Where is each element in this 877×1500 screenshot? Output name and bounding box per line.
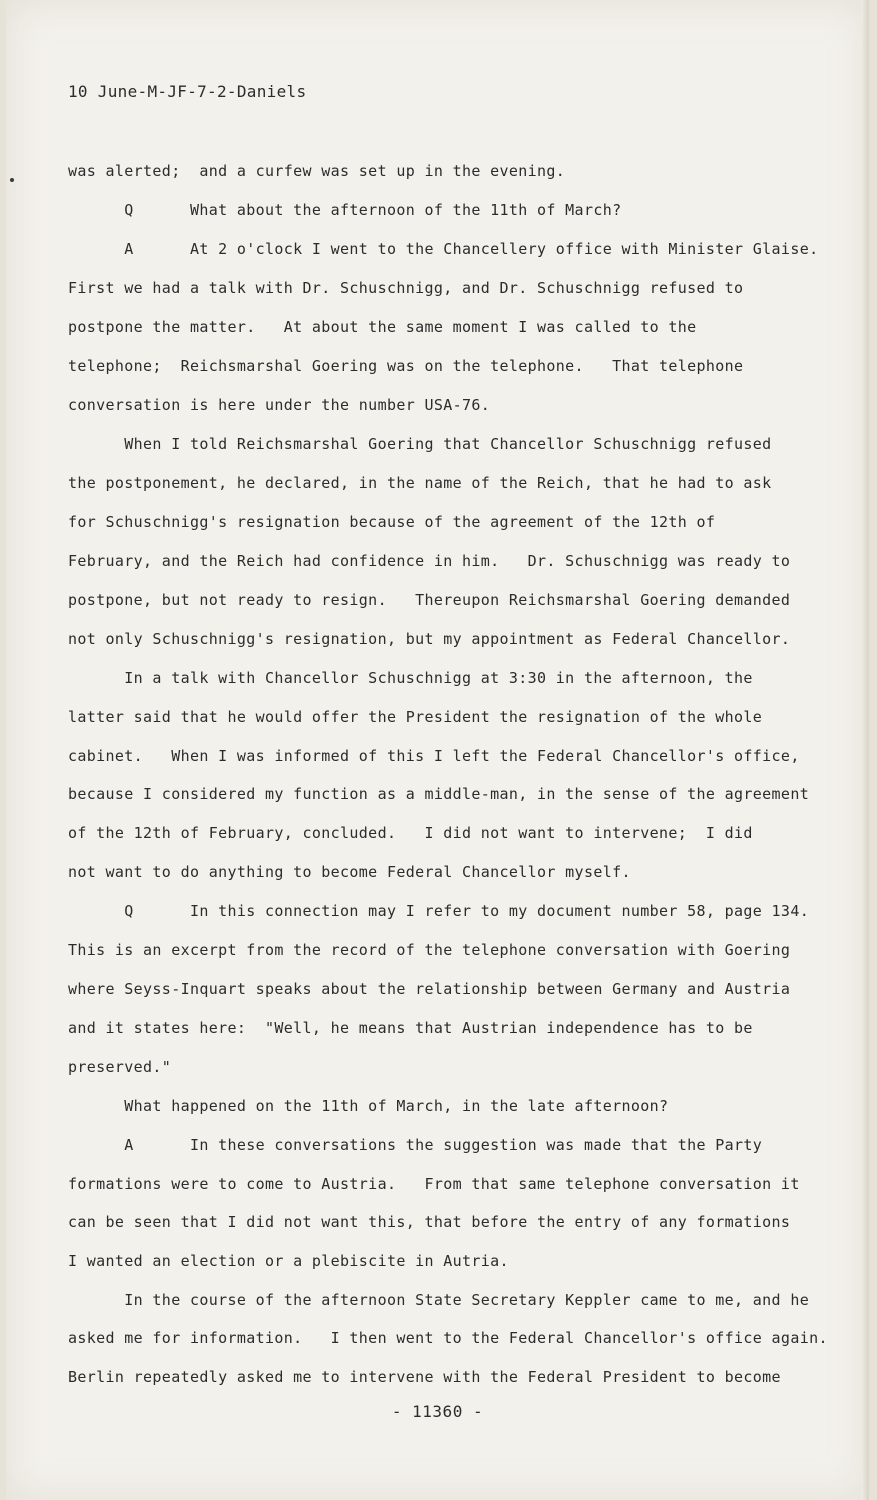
text-line: telephone; Reichsmarshal Goering was on the telephone. That telephone	[68, 357, 744, 375]
text-line: Q What about the afternoon of the 11th of March?	[68, 201, 622, 219]
text-line: In a talk with Chancellor Schuschnigg at 3:30 in the afternoon, the	[68, 669, 753, 687]
text-line: where Seyss-Inquart speaks about the relationship between Germany and Austria	[68, 980, 791, 998]
text-line: asked me for information. I then went to the Federal Chancellor's office again.	[68, 1329, 828, 1347]
page-header: 10 June-M-JF-7-2-Daniels	[68, 82, 307, 101]
text-line: What happened on the 11th of March, in the late afternoon?	[68, 1097, 669, 1115]
text-line: When I told Reichsmarshal Goering that Chancellor Schuschnigg refused	[68, 435, 772, 453]
page-edge	[861, 0, 869, 1500]
text-line: postpone, but not ready to resign. Thereupon Reichsmarshal Goering demanded	[68, 591, 791, 609]
page-number: - 11360 -	[391, 1402, 484, 1421]
text-line: conversation is here under the number USA-76.	[68, 396, 491, 414]
text-line: can be seen that I did not want this, that before the entry of any formations	[68, 1213, 791, 1231]
text-line: preserved."	[68, 1058, 172, 1076]
text-line: cabinet. When I was informed of this I left the Federal Chancellor's office,	[68, 747, 800, 765]
text-line: and it states here: "Well, he means that Austrian independence has to be	[68, 1019, 753, 1037]
document-page	[6, 0, 869, 1500]
text-line: First we had a talk with Dr. Schuschnigg, and Dr. Schuschnigg refused to	[68, 279, 744, 297]
text-line: Q In this connection may I refer to my document number 58, page 134.	[68, 902, 810, 920]
text-line: Berlin repeatedly asked me to intervene with the Federal President to become	[68, 1368, 781, 1386]
text-line: latter said that he would offer the President the resignation of the whole	[68, 708, 763, 726]
text-line: This is an excerpt from the record of the telephone conversation with Goering	[68, 941, 791, 959]
text-line: because I considered my function as a middle-man, in the sense of the agreement	[68, 785, 810, 803]
text-line: In the course of the afternoon State Secretary Keppler came to me, and he	[68, 1291, 810, 1309]
text-line: formations were to come to Austria. From that same telephone conversation it	[68, 1175, 800, 1193]
text-line: A At 2 o'clock I went to the Chancellery office with Minister Glaise.	[68, 240, 819, 258]
text-line: not want to do anything to become Federal Chancellor myself.	[68, 863, 631, 881]
text-line: for Schuschnigg's resignation because of the agreement of the 12th of	[68, 513, 716, 531]
text-line: of the 12th of February, concluded. I did not want to intervene; I did	[68, 824, 753, 842]
text-line: I wanted an election or a plebiscite in Autria.	[68, 1252, 509, 1270]
text-line: the postponement, he declared, in the name of the Reich, that he had to ask	[68, 474, 772, 492]
text-line: postpone the matter. At about the same moment I was called to the	[68, 318, 697, 336]
text-line: February, and the Reich had confidence in him. Dr. Schuschnigg was ready to	[68, 552, 791, 570]
text-line: not only Schuschnigg's resignation, but my appointment as Federal Chancellor.	[68, 630, 791, 648]
text-line: A In these conversations the suggestion was made that the Party	[68, 1136, 763, 1154]
text-line: was alerted; and a curfew was set up in the evening.	[68, 162, 566, 180]
margin-mark	[10, 178, 14, 182]
